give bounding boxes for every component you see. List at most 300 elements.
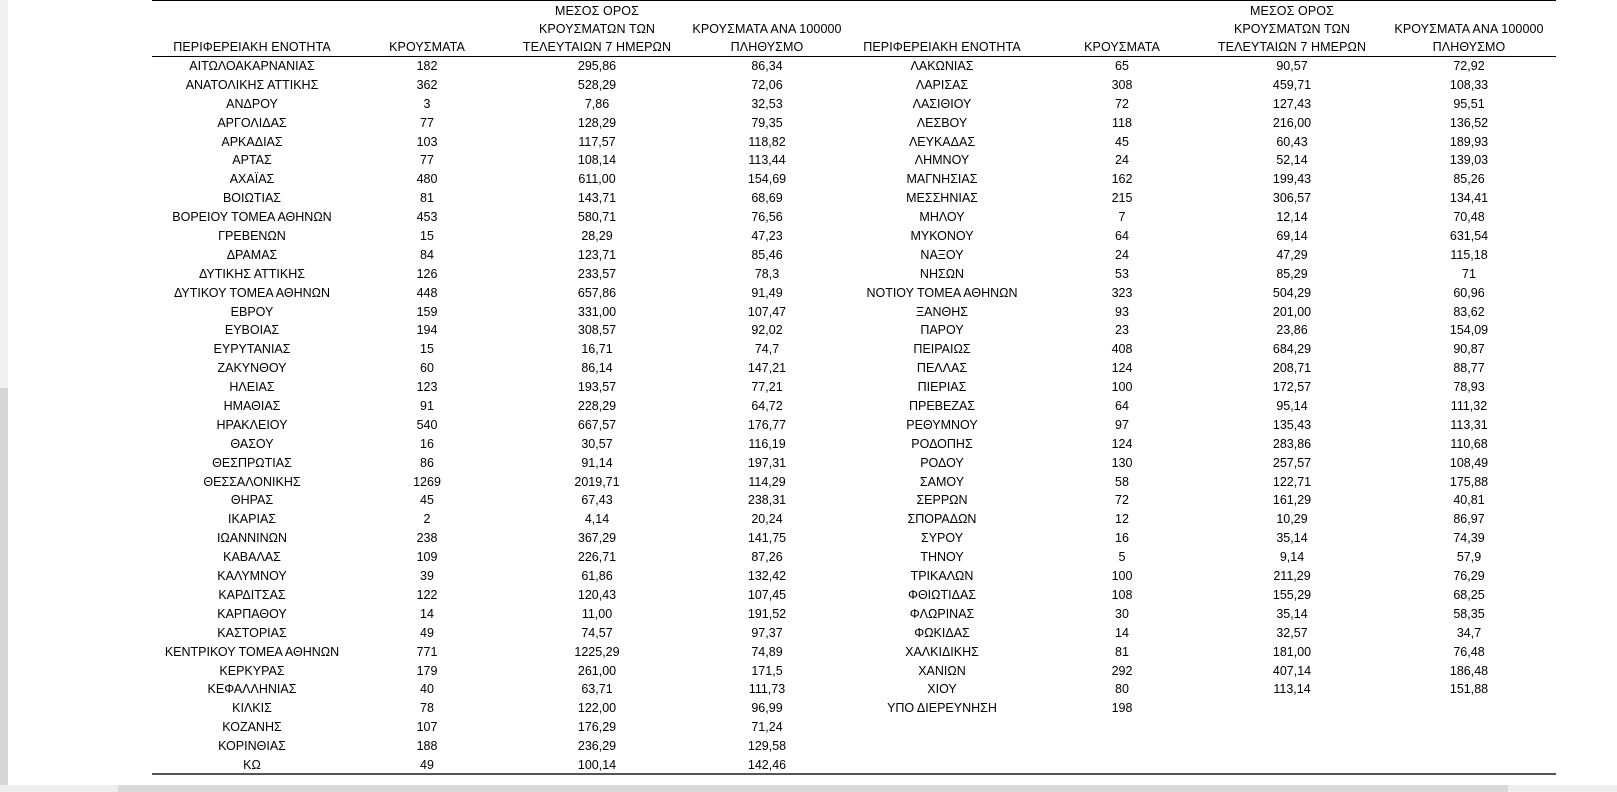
cell-avg-7-days: 684,29: [1272, 342, 1312, 357]
cell-cases-per-100k: 151,88: [1449, 682, 1489, 697]
cell-cases-per-100k: 85,26: [1453, 172, 1485, 187]
cell-avg-7-days: 236,29: [577, 739, 617, 754]
cell-avg-7-days: 11,00: [581, 606, 613, 621]
cell-cases-per-100k: 34,7: [1456, 625, 1482, 640]
cell-region-name: ΛΕΣΒΟΥ: [916, 115, 968, 130]
cell-region-name: ΦΘΙΩΤΙΔΑΣ: [907, 587, 977, 602]
cell-avg-7-days: 308,57: [577, 323, 617, 338]
cell-cases: 118: [1112, 115, 1132, 130]
cell-region-name: ΣΥΡΟΥ: [920, 531, 964, 546]
left-table: [152, 57, 842, 775]
cell-avg-7-days: 60,43: [1276, 134, 1308, 149]
cell-region-name: ΘΑΣΟΥ: [230, 436, 274, 451]
cell-cases: 179: [416, 663, 438, 678]
table-row: [152, 303, 842, 322]
cell-cases: 77: [420, 115, 434, 130]
cell-avg-7-days: 257,57: [1272, 455, 1312, 470]
cell-cases: 162: [1111, 172, 1133, 187]
cell-avg-7-days: 86,14: [581, 361, 613, 376]
cell-cases-per-100k: 171,5: [751, 663, 783, 678]
cell-region-name: ΡΕΘΥΜΝΟΥ: [906, 417, 978, 432]
cell-avg-7-days: 611,00: [578, 172, 616, 187]
cell-cases: 123: [416, 380, 438, 395]
cell-avg-7-days: 122,00: [577, 701, 617, 716]
cell-cases-per-100k: 175,88: [1449, 474, 1489, 489]
cell-region-name: ΗΜΑΘΙΑΣ: [223, 399, 281, 414]
header-cases-right: ΚΡΟΥΣΜΑΤΑ: [1084, 40, 1160, 54]
cell-avg-7-days: 74,57: [581, 625, 613, 640]
left-scrollbar-thumb[interactable]: [0, 388, 8, 792]
cell-avg-7-days: 226,71: [577, 550, 617, 565]
cell-avg-7-days: 228,29: [577, 399, 617, 414]
cell-cases-per-100k: 154,09: [1449, 323, 1489, 338]
table-row: [152, 416, 842, 435]
header-avg7-right: ΜΕΣΟΣ ΟΡΟΣ ΚΡΟΥΣΜΑΤΩΝ ΤΩΝ ΤΕΛΕΥΤΑΙΩΝ 7 ΗΜΕΡΩΝ: [1217, 4, 1367, 54]
cell-cases: 14: [1115, 625, 1129, 640]
table-row: [842, 529, 1556, 548]
cell-avg-7-days: 667,57: [577, 417, 617, 432]
cell-region-name: ΚΑΡΠΑΘΟΥ: [217, 606, 287, 621]
table-row: [842, 397, 1556, 416]
cell-cases: 194: [416, 323, 438, 338]
table-row: [152, 95, 842, 114]
cell-cases-per-100k: 76,56: [751, 210, 783, 225]
cell-cases: 100: [1111, 380, 1133, 395]
cell-cases-per-100k: 96,99: [751, 701, 783, 716]
cell-cases: 108: [1111, 587, 1133, 602]
covid-cases-sheet: [152, 0, 1556, 778]
cell-avg-7-days: 199,43: [1272, 172, 1312, 187]
cell-cases: 77: [420, 153, 434, 168]
cell-cases-per-100k: 64,72: [751, 399, 783, 414]
table-row: [152, 567, 842, 586]
table-row: [152, 340, 842, 359]
cell-avg-7-days: 367,29: [577, 531, 617, 546]
cell-region-name: ΥΠΟ ΔΙΕΡΕΥΝΗΣΗ: [887, 701, 997, 716]
cell-avg-7-days: 4,14: [584, 512, 610, 527]
right-table: [842, 57, 1556, 718]
cell-region-name: ΑΡΤΑΣ: [232, 153, 272, 168]
cell-region-name: ΚΑΡΔΙΤΣΑΣ: [218, 587, 286, 602]
cell-cases-per-100k: 74,39: [1453, 531, 1485, 546]
table-row: [842, 680, 1556, 699]
cell-region-name: ΝΑΞΟΥ: [920, 247, 964, 262]
cell-avg-7-days: 32,57: [1276, 625, 1308, 640]
table-row: [152, 378, 842, 397]
cell-cases: 81: [420, 191, 434, 206]
cell-cases-per-100k: 83,62: [1453, 304, 1485, 319]
cell-avg-7-days: 135,43: [1272, 417, 1312, 432]
table-row: [842, 378, 1556, 397]
cell-cases: 540: [416, 417, 438, 432]
cell-region-name: ΠΡΕΒΕΖΑΣ: [908, 399, 976, 414]
cell-cases: 65: [1115, 59, 1129, 73]
cell-cases: 84: [420, 247, 434, 262]
cell-cases-per-100k: 191,52: [747, 606, 787, 621]
cell-cases-per-100k: 71,24: [751, 720, 783, 735]
cell-region-name: ΑΧΑΪΑΣ: [229, 172, 275, 187]
table-row: [842, 246, 1556, 265]
cell-avg-7-days: 528,29: [577, 77, 617, 92]
table-row: [842, 624, 1556, 643]
cell-avg-7-days: 67,43: [581, 493, 613, 508]
cell-cases-per-100k: 116,19: [748, 436, 786, 451]
cell-cases-per-100k: 86,97: [1453, 512, 1485, 527]
table-row: [842, 265, 1556, 284]
cell-cases: 1269: [413, 474, 441, 489]
cell-cases-per-100k: 72,92: [1453, 59, 1485, 73]
cell-cases-per-100k: [1382, 699, 1556, 718]
cell-region-name: ΛΕΥΚΑΔΑΣ: [908, 134, 976, 149]
cell-cases-per-100k: 76,29: [1453, 569, 1485, 584]
cell-avg-7-days: 108,14: [577, 153, 617, 168]
cell-region-name: ΚΕΦΑΛΛΗΝΙΑΣ: [207, 682, 297, 697]
cell-cases: 188: [416, 739, 438, 754]
cell-cases-per-100k: 60,96: [1453, 285, 1485, 300]
cell-avg-7-days: 113,14: [1273, 682, 1311, 697]
cell-avg-7-days: 52,14: [1276, 153, 1308, 168]
cell-cases: 362: [416, 77, 438, 92]
cell-avg-7-days: 128,29: [577, 115, 617, 130]
cell-cases-per-100k: 111,73: [748, 682, 786, 697]
cell-cases-per-100k: 97,37: [751, 625, 783, 640]
table-row: [152, 170, 842, 189]
cell-avg-7-days: 407,14: [1272, 663, 1312, 678]
cell-cases-per-100k: 139,03: [1449, 153, 1489, 168]
cell-cases: 16: [1115, 531, 1129, 546]
cell-cases: 308: [1111, 77, 1133, 92]
cell-region-name: ΚΟΖΑΝΗΣ: [222, 720, 282, 735]
cell-cases: 86: [420, 455, 434, 470]
cell-cases-per-100k: 134,41: [1449, 191, 1489, 206]
cell-region-name: ΛΑΡΙΣΑΣ: [915, 77, 969, 92]
cell-cases: 103: [416, 134, 438, 149]
cell-region-name: ΜΑΓΝΗΣΙΑΣ: [906, 172, 978, 187]
cell-cases: 24: [1115, 247, 1129, 262]
cell-avg-7-days: 580,71: [577, 210, 617, 225]
cell-avg-7-days: 216,00: [1272, 115, 1312, 130]
cell-region-name: ΠΑΡΟΥ: [920, 323, 964, 338]
cell-cases: 64: [1115, 229, 1129, 244]
cell-cases: 3: [423, 96, 431, 111]
cell-cases-per-100k: 107,45: [747, 587, 787, 602]
cell-cases-per-100k: 88,77: [1453, 361, 1485, 376]
cell-cases-per-100k: 91,49: [751, 285, 783, 300]
cell-region-name: ΔΥΤΙΚΗΣ ΑΤΤΙΚΗΣ: [199, 266, 305, 281]
table-row: [842, 567, 1556, 586]
cell-avg-7-days: 331,00: [577, 304, 617, 319]
cell-cases-per-100k: 108,49: [1449, 455, 1489, 470]
table-row: [152, 529, 842, 548]
cell-region-name: ΗΡΑΚΛΕΙΟΥ: [216, 417, 288, 432]
cell-cases-per-100k: 70,48: [1453, 210, 1485, 225]
header-per100k-left: ΚΡΟΥΣΜΑΤΑ ΑΝΑ 100000 ΠΛΗΘΥΣΜΟ: [692, 22, 842, 54]
cell-region-name: ΝΗΣΩΝ: [919, 266, 965, 281]
cell-region-name: ΚΕΝΤΡΙΚΟΥ ΤΟΜΕΑ ΑΘΗΝΩΝ: [164, 644, 340, 659]
cell-cases: 100: [1111, 569, 1133, 584]
cell-cases: 97: [1115, 417, 1129, 432]
horizontal-scrollbar-thumb[interactable]: [118, 785, 1508, 792]
table-row: [152, 737, 842, 756]
cell-region-name: ΡΟΔΟΥ: [920, 455, 964, 470]
cell-region-name: ΠΕΛΛΑΣ: [916, 361, 968, 376]
cell-avg-7-days: 459,71: [1272, 77, 1312, 92]
cell-cases-per-100k: 76,48: [1453, 644, 1485, 659]
table-row: [842, 586, 1556, 605]
table-row: [152, 359, 842, 378]
cell-cases-per-100k: 68,69: [751, 191, 783, 206]
cell-cases-per-100k: 77,21: [751, 380, 783, 395]
cell-region-name: ΕΒΡΟΥ: [230, 304, 274, 319]
cell-region-name: ΚΕΡΚΥΡΑΣ: [219, 663, 285, 678]
left-scrollbar[interactable]: [0, 0, 8, 792]
table-row: [152, 265, 842, 284]
cell-region-name: ΜΥΚΟΝΟΥ: [910, 229, 974, 244]
cell-region-name: ΦΩΚΙΔΑΣ: [914, 625, 970, 640]
cell-cases-per-100k: 141,75: [747, 531, 787, 546]
cell-region-name: ΚΑΒΑΛΑΣ: [223, 550, 281, 565]
cell-cases-per-100k: 90,87: [1453, 342, 1485, 357]
cell-cases-per-100k: 107,47: [747, 304, 787, 319]
table-row: [152, 76, 842, 95]
cell-cases: 15: [420, 342, 434, 357]
cell-avg-7-days: 23,86: [1276, 323, 1308, 338]
table-row: [842, 114, 1556, 133]
cell-cases: 80: [1115, 682, 1129, 697]
cell-avg-7-days: 127,43: [1272, 96, 1312, 111]
table-row: [152, 718, 842, 737]
cell-cases-per-100k: 74,7: [754, 342, 780, 357]
cell-cases-per-100k: 132,42: [747, 569, 787, 584]
cell-region-name: ΙΚΑΡΙΑΣ: [227, 512, 277, 527]
table-row: [152, 133, 842, 152]
cell-region-name: ΚΑΛΥΜΝΟΥ: [217, 569, 287, 584]
header-per100k-right: ΚΡΟΥΣΜΑΤΑ ΑΝΑ 100000 ΠΛΗΘΥΣΜΟ: [1394, 22, 1544, 54]
top-rule: [152, 0, 1556, 1]
cell-region-name: ΑΝΑΤΟΛΙΚΗΣ ΑΤΤΙΚΗΣ: [185, 77, 319, 92]
cell-avg-7-days: 61,86: [581, 569, 613, 584]
cell-region-name: ΦΛΩΡΙΝΑΣ: [909, 606, 975, 621]
cell-region-name: ΘΕΣΠΡΩΤΙΑΣ: [212, 455, 292, 470]
cell-cases-per-100k: 58,35: [1453, 606, 1485, 621]
cell-avg-7-days: 233,57: [577, 266, 617, 281]
cell-avg-7-days: [1202, 699, 1382, 718]
cell-cases: 72: [1115, 96, 1129, 111]
cell-cases: 40: [420, 682, 434, 697]
table-row: [152, 189, 842, 208]
cell-cases: 91: [420, 399, 434, 414]
cell-region-name: ΣΠΟΡΑΔΩΝ: [907, 512, 977, 527]
cell-cases: 16: [420, 436, 434, 451]
cell-avg-7-days: 47,29: [1276, 247, 1308, 262]
cell-cases: 480: [416, 172, 438, 187]
cell-region-name: ΑΡΓΟΛΙΔΑΣ: [217, 115, 287, 130]
cell-cases-per-100k: 72,06: [751, 77, 783, 92]
cell-region-name: ΑΡΚΑΔΙΑΣ: [221, 134, 283, 149]
table-row: [152, 151, 842, 170]
table-row: [152, 321, 842, 340]
cell-avg-7-days: 16,71: [581, 342, 613, 357]
cell-cases-per-100k: 95,51: [1453, 96, 1485, 111]
cell-avg-7-days: 28,29: [581, 229, 613, 244]
cell-cases-per-100k: 40,81: [1453, 493, 1485, 508]
table-row: [842, 95, 1556, 114]
cell-cases: 5: [1118, 550, 1126, 565]
cell-cases-per-100k: 113,44: [748, 153, 786, 168]
header-region-left: ΠΕΡΙΦΕΡΕΙΑΚΗ ΕΝΟΤΗΤΑ: [173, 40, 331, 54]
cell-cases: 81: [1115, 644, 1129, 659]
table-row: [152, 491, 842, 510]
cell-avg-7-days: 657,86: [577, 285, 617, 300]
cell-cases-per-100k: 118,82: [748, 134, 786, 149]
cell-cases: 49: [420, 625, 434, 640]
cell-region-name: ΧΙΟΥ: [927, 682, 957, 697]
table-row: [152, 624, 842, 643]
cell-cases: 14: [420, 606, 434, 621]
table-row: [842, 473, 1556, 492]
cell-cases-per-100k: 108,33: [1449, 77, 1489, 92]
table-row: [842, 416, 1556, 435]
cell-region-name: ΛΑΚΩΝΙΑΣ: [910, 59, 974, 73]
cell-avg-7-days: 91,14: [581, 455, 613, 470]
cell-region-name: ΙΩΑΝΝΙΝΩΝ: [216, 531, 288, 546]
cell-region-name: ΛΑΣΙΘΙΟΥ: [912, 96, 972, 111]
table-row: [842, 208, 1556, 227]
cell-cases-per-100k: 85,46: [751, 247, 783, 262]
cell-region-name: ΚΑΣΤΟΡΙΑΣ: [217, 625, 287, 640]
cell-cases: 126: [416, 266, 438, 281]
cell-cases-per-100k: 68,25: [1453, 587, 1485, 602]
table-row: [842, 284, 1556, 303]
cell-cases: 53: [1115, 266, 1129, 281]
cell-region-name: ΑΙΤΩΛΟΑΚΑΡΝΑΝΙΑΣ: [189, 59, 315, 73]
cell-cases: 109: [416, 550, 438, 565]
cell-cases: 72: [1115, 493, 1129, 508]
table-row: [152, 548, 842, 567]
cell-cases-per-100k: 78,3: [754, 266, 780, 281]
cell-region-name: ΒΟΡΕΙΟΥ ΤΟΜΕΑ ΑΘΗΝΩΝ: [172, 210, 332, 225]
cell-region-name: ΚΟΡΙΝΘΙΑΣ: [218, 739, 286, 754]
cell-cases-per-100k: 154,69: [747, 172, 787, 187]
cell-cases-per-100k: 78,93: [1453, 380, 1485, 395]
cell-cases-per-100k: 186,48: [1449, 663, 1489, 678]
table-row: [842, 321, 1556, 340]
cell-avg-7-days: 12,14: [1276, 210, 1308, 225]
cell-cases: 292: [1111, 663, 1133, 678]
cell-cases: 7: [1118, 210, 1126, 225]
cell-region-name: ΤΗΝΟΥ: [920, 550, 964, 565]
cell-cases-per-100k: 74,89: [751, 644, 783, 659]
cell-avg-7-days: 208,71: [1272, 361, 1312, 376]
cell-cases: 130: [1111, 455, 1133, 470]
cell-avg-7-days: 1225,29: [574, 644, 620, 659]
cell-region-name: ΓΡΕΒΕΝΩΝ: [218, 229, 286, 244]
cell-region-name: ΝΟΤΙΟΥ ΤΟΜΕΑ ΑΘΗΝΩΝ: [866, 285, 1018, 300]
cell-cases-per-100k: 114,29: [748, 474, 786, 489]
cell-avg-7-days: 306,57: [1272, 191, 1312, 206]
cell-avg-7-days: 123,71: [577, 247, 617, 262]
cell-region-name: ΔΡΑΜΑΣ: [226, 247, 278, 262]
cell-cases: 78: [420, 701, 434, 716]
cell-region-name: ΕΥΡΥΤΑΝΙΑΣ: [213, 342, 291, 357]
cell-cases-per-100k: 176,77: [747, 417, 787, 432]
cell-cases: 2: [423, 512, 431, 527]
table-row: [842, 170, 1556, 189]
cell-cases: 238: [416, 531, 438, 546]
cell-cases: 30: [1115, 606, 1129, 621]
cell-cases-per-100k: 147,21: [747, 361, 787, 376]
cell-region-name: ΧΑΝΙΩΝ: [918, 663, 966, 678]
cell-avg-7-days: 63,71: [581, 682, 613, 697]
cell-region-name: ΔΥΤΙΚΟΥ ΤΟΜΕΑ ΑΘΗΝΩΝ: [173, 285, 331, 300]
table-row: [152, 397, 842, 416]
cell-cases: 60: [420, 361, 434, 376]
cell-cases: 45: [1115, 134, 1129, 149]
cell-avg-7-days: 122,71: [1272, 474, 1312, 489]
cell-region-name: ΤΡΙΚΑΛΩΝ: [910, 569, 974, 584]
cell-cases-per-100k: 87,26: [751, 550, 783, 565]
cell-region-name: ΘΗΡΑΣ: [230, 493, 274, 508]
table-row: [842, 340, 1556, 359]
cell-avg-7-days: 295,86: [577, 59, 617, 73]
cell-cases: 39: [420, 569, 434, 584]
cell-avg-7-days: 283,86: [1272, 436, 1312, 451]
cell-cases-per-100k: 113,31: [1450, 417, 1488, 432]
cell-region-name: ΜΕΣΣΗΝΙΑΣ: [906, 191, 978, 206]
cell-region-name: ΚΙΛΚΙΣ: [232, 701, 272, 716]
table-row: [152, 435, 842, 454]
cell-cases-per-100k: 142,46: [747, 757, 787, 772]
table-row: [842, 510, 1556, 529]
cell-region-name: ΕΥΒΟΙΑΣ: [224, 323, 280, 338]
cell-cases: 12: [1115, 512, 1129, 527]
table-row: [152, 643, 842, 662]
table-row: [842, 76, 1556, 95]
table-row: [842, 303, 1556, 322]
cell-avg-7-days: 85,29: [1276, 266, 1308, 281]
table-row: [842, 605, 1556, 624]
cell-avg-7-days: 10,29: [1276, 512, 1308, 527]
cell-cases: 122: [416, 587, 438, 602]
cell-avg-7-days: 30,57: [581, 436, 613, 451]
cell-avg-7-days: 35,14: [1276, 531, 1308, 546]
cell-cases-per-100k: 86,34: [751, 59, 783, 73]
header-region-right: ΠΕΡΙΦΕΡΕΙΑΚΗ ΕΝΟΤΗΤΑ: [863, 40, 1021, 54]
table-row: [842, 643, 1556, 662]
cell-cases: 182: [416, 59, 438, 73]
cell-cases: 408: [1111, 342, 1133, 357]
header-avg7-left: ΜΕΣΟΣ ΟΡΟΣ ΚΡΟΥΣΜΑΤΩΝ ΤΩΝ ΤΕΛΕΥΤΑΙΩΝ 7 ΗΜΕΡΩΝ: [522, 4, 672, 54]
bottom-rule: [152, 773, 1556, 775]
cell-cases-per-100k: 129,58: [747, 739, 787, 754]
cell-region-name: ΗΛΕΙΑΣ: [229, 380, 275, 395]
cell-cases-per-100k: 57,9: [1456, 550, 1482, 565]
cell-cases: 448: [416, 285, 438, 300]
cell-avg-7-days: 9,14: [1279, 550, 1305, 565]
cell-region-name: ΜΗΛΟΥ: [919, 210, 965, 225]
cell-cases-per-100k: 79,35: [751, 115, 783, 130]
cell-cases: 45: [420, 493, 434, 508]
table-row: [152, 699, 842, 718]
cell-cases: 23: [1115, 323, 1129, 338]
cell-cases-per-100k: 20,24: [751, 512, 783, 527]
table-row: [152, 454, 842, 473]
cell-cases: 49: [420, 757, 434, 772]
cell-avg-7-days: 176,29: [577, 720, 617, 735]
table-row: [152, 586, 842, 605]
cell-cases-per-100k: 47,23: [751, 229, 783, 244]
cell-region-name: ΛΗΜΝΟΥ: [914, 153, 970, 168]
